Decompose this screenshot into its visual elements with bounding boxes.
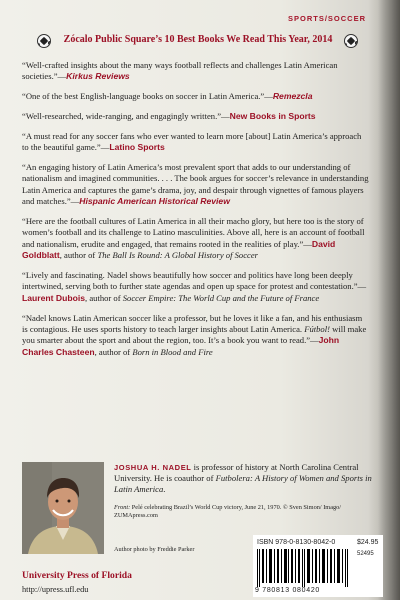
quote [22, 216, 370, 262]
quote [22, 162, 370, 208]
author-photo-illustration [22, 462, 104, 554]
quote [22, 270, 370, 304]
quote-source: Hispanic American Historical Review [79, 196, 230, 207]
quote-source: David Goldblatt [22, 238, 336, 261]
quote [22, 313, 370, 359]
cover-edge-shadow [378, 0, 400, 600]
category-label: SPORTS/SOCCER [287, 14, 366, 23]
quote-text: “Lively and fascinating. Nadel shows beautifully how soccer and politics have long been deeply intertwined, serving both to further state agendas and open up space for protest and contestation.”— [22, 270, 367, 292]
quote [22, 111, 370, 122]
barcode-box [253, 535, 383, 597]
author-bio-text: is professor of history at North Carolina Central University. He is coauthor of [114, 462, 359, 484]
isbn-label: ISBN 978-0-8130-8042-0 [257, 539, 336, 546]
author-other-book: Futbolera: A History of Women and Sports in Latin America [114, 473, 372, 495]
quote [22, 91, 370, 102]
award-line: Zócalo Public Square’s 10 Best Books We Read This Year, 2014 [63, 34, 333, 45]
quote-book-title: Born in Blood and Fire [132, 346, 213, 357]
quote-source: Latino Sports [109, 142, 165, 153]
soccer-ball-icon [344, 34, 358, 48]
quote [22, 131, 370, 154]
quote-text: “Here are the football cultures of Latin America in all their macho glory, but here too is the story of women’s football and its challenge to Latino masculinities. Above all, here is an account of football and nationalism, erudite and engaged, that remains rooted in the realities of play.”— [22, 216, 365, 249]
front-credit-label: Front: [114, 504, 131, 511]
quote-source: Kirkus Reviews [66, 71, 130, 82]
barcode-digits: 9 780813 080420 [255, 587, 320, 594]
barcode-graphic [257, 549, 353, 587]
quote-text: “Well-crafted insights about the many ways football reflects and challenges Latin American societies.”— [22, 60, 338, 82]
author-bio-end: . [163, 484, 166, 495]
publisher-url: http://upress.ufl.edu [22, 585, 89, 594]
quote-text: “One of the best English-language books on soccer in Latin America.”— [22, 91, 273, 102]
front-credit-text: Pelé celebrating Brazil’s World Cup victory, June 21, 1970. © Sven Simon/ Imago/ ZUMApress.com [114, 504, 342, 520]
quote-text: will make you smarter about the sport and about the region, too. It’s a book you want to read.”— [22, 324, 367, 346]
quote-text: “Nadel knows Latin American soccer like a professor, but he loves it like a fan, and his enthusiasm is contagious. He uses sports history to teach larger insights about Latin America. [22, 312, 363, 335]
quote-source: Laurent Dubois [22, 292, 86, 303]
author-photo [22, 462, 104, 554]
quote-source: Remezcla [272, 91, 313, 102]
quote-italic-title: Fútbol! [304, 324, 330, 335]
quote-affiliation: , author of [59, 250, 98, 261]
quote-book-title: The Ball Is Round: A Global History of Soccer [97, 250, 258, 261]
publisher-name: University Press of Florida [22, 570, 132, 581]
quote-book-title: Soccer Empire: The World Cup and the Future of France [122, 292, 320, 303]
quote-affiliation: , author of [85, 292, 123, 303]
quote-text: “Well-researched, wide-ranging, and engagingly written.”— [22, 111, 230, 121]
quote-text: “An engaging history of Latin America’s most prevalent sport that adds to our understanding of nationalism and imagined communities. . . . The book argues for soccer’s relevance in understanding Latin America and captures the game’s drama, joy, and despair through vignettes of famous players and matches.”— [22, 162, 369, 207]
praise-quotes [22, 60, 370, 367]
soccer-ball-icon [37, 34, 51, 48]
quote-text: “A must read for any soccer fans who ever wanted to learn more [about] Latin America’s approach to the beautiful game.”— [22, 130, 362, 153]
quote-source: New Books in Sports [229, 111, 316, 121]
author-name: JOSHUA H. NADEL [114, 463, 192, 472]
barcode-price-code: 52495 [357, 551, 374, 557]
quote [22, 60, 370, 83]
quote-source: John Charles Chasteen [22, 335, 340, 357]
author-bio [114, 462, 372, 496]
author-photo-credit: Author photo by Freddie Parker [114, 546, 195, 553]
price-label: $24.95 [357, 539, 379, 546]
front-cover-credit [114, 504, 372, 521]
quote-affiliation: , author of [94, 346, 133, 357]
